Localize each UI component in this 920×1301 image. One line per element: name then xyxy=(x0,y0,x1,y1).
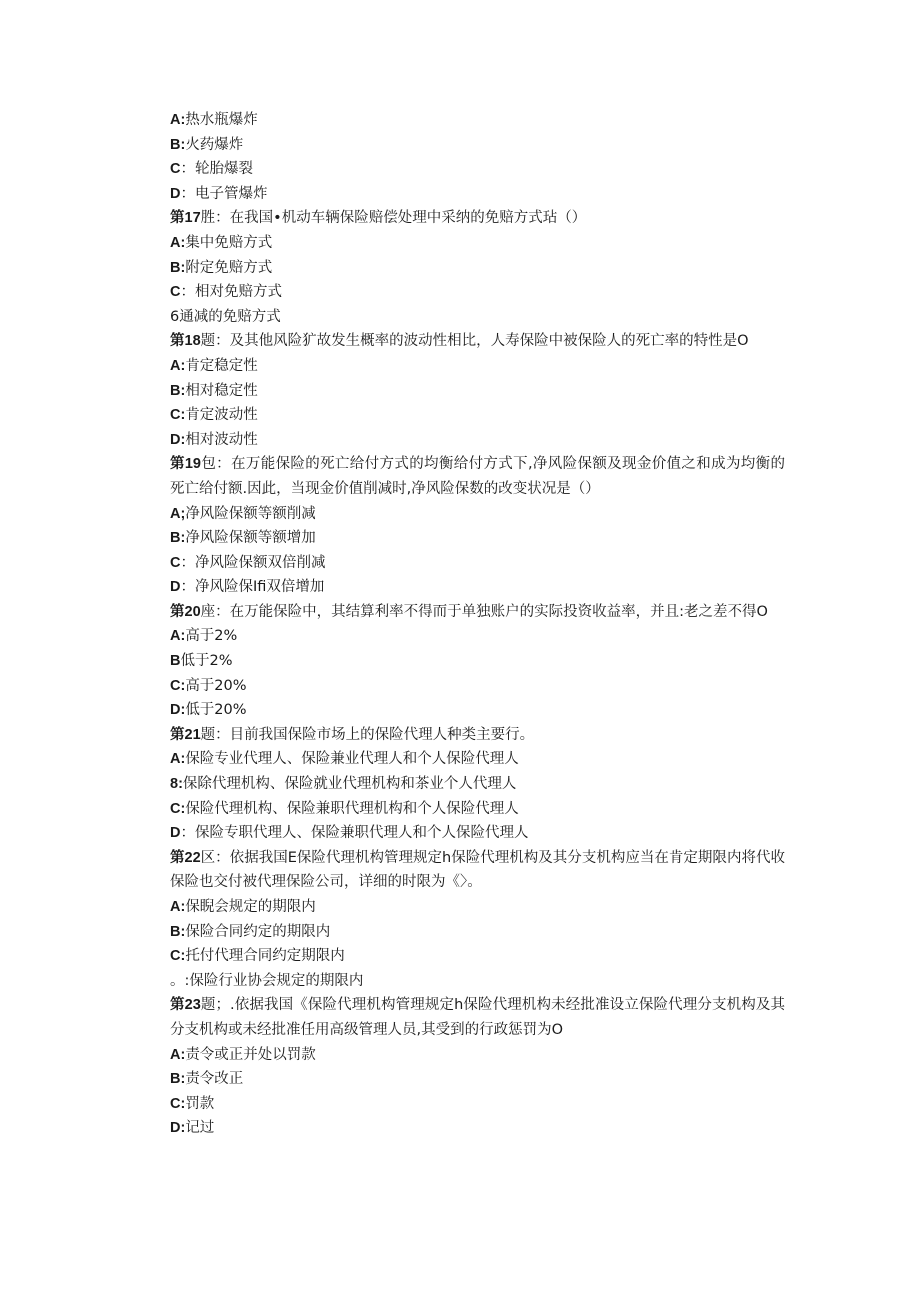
answer-option xyxy=(170,649,785,674)
option-text: 。:保险行业协会规定的期限内 xyxy=(170,972,364,989)
option-letter: C: xyxy=(170,948,186,965)
answer-option xyxy=(170,231,785,256)
option-letter: D: xyxy=(170,1120,186,1137)
question-stem xyxy=(170,846,785,895)
option-text: 保除代理机构、保险就业代理机构和茶业个人代理人 xyxy=(182,776,517,793)
answer-option xyxy=(170,256,785,281)
question-number: 第18 xyxy=(170,333,201,350)
option-text: 高于2% xyxy=(185,628,238,645)
option-text: 肯定稳定性 xyxy=(185,357,258,374)
answer-option xyxy=(170,895,785,920)
answer-option xyxy=(170,428,785,453)
option-text: ：保险专职代理人、保险兼职代理人和个人保险代理人 xyxy=(180,825,529,842)
option-letter: D: xyxy=(170,431,186,448)
option-letter: A: xyxy=(170,899,186,915)
option-letter: B: xyxy=(170,530,186,547)
option-text: 托付代理合同约定期限内 xyxy=(185,948,345,965)
option-letter: A: xyxy=(170,1046,186,1063)
option-letter: B: xyxy=(170,923,186,940)
option-text: 记过 xyxy=(185,1120,215,1137)
option-text: 热水瓶爆炸 xyxy=(185,112,258,128)
option-letter: A: xyxy=(170,628,186,645)
answer-option xyxy=(170,1043,785,1068)
question-stem xyxy=(170,600,785,625)
answer-option xyxy=(170,969,785,994)
answer-option xyxy=(170,575,785,600)
answer-option xyxy=(170,133,785,158)
option-letter: C xyxy=(170,161,181,178)
option-text: 肯定波动性 xyxy=(185,407,258,424)
question-number: 第23 xyxy=(170,997,201,1014)
answer-option xyxy=(170,551,785,576)
answer-option xyxy=(170,403,785,428)
option-text: 保睨会规定的期限内 xyxy=(185,899,316,915)
answer-option xyxy=(170,674,785,699)
question-text: 题；.依据我国《保险代理机构管理规定h保险代理机构未经批准设立保险代理分支机构及其分支机构或未经批准任用高级管理人员,其受到的行政惩罚为O xyxy=(170,997,786,1038)
option-text: 保险专业代理人、保险兼业代理人和个人保险代理人 xyxy=(185,751,519,768)
option-letter: A: xyxy=(170,357,186,374)
answer-option xyxy=(170,772,785,797)
option-text: ：净风险保额双倍削减 xyxy=(180,554,326,571)
question-stem xyxy=(170,206,785,231)
option-text: 责令或正并处以罚款 xyxy=(185,1046,316,1063)
option-letter: C: xyxy=(170,800,186,817)
question-number: 第17 xyxy=(170,210,201,227)
option-text: 罚款 xyxy=(185,1095,215,1112)
answer-option xyxy=(170,797,785,822)
option-text: 集中免赔方式 xyxy=(185,234,273,251)
option-text: 火药爆炸 xyxy=(185,136,244,153)
option-letter: D xyxy=(170,825,181,842)
answer-option xyxy=(170,502,785,527)
answer-option xyxy=(170,747,785,772)
option-text: ：电子管爆炸 xyxy=(180,185,268,202)
option-letter: A; xyxy=(170,505,186,522)
question-stem xyxy=(170,452,785,501)
exam-questions xyxy=(170,108,785,1141)
question-number: 第21 xyxy=(170,726,201,743)
question-text: 区：依据我国E保险代理机构管理规定h保险代理机构及其分支机构应当在肯定期限内将代收保险也交付被代理保险公司，详细的时限为《〉。 xyxy=(170,849,785,891)
option-text: 低于20% xyxy=(185,702,247,719)
answer-option xyxy=(170,379,785,404)
option-letter: A: xyxy=(170,751,186,768)
option-text: 6通减的免赔方式 xyxy=(170,308,281,325)
option-letter: A: xyxy=(170,234,186,251)
answer-option xyxy=(170,1067,785,1092)
option-letter: D xyxy=(170,579,181,596)
option-text: 相对波动性 xyxy=(185,431,258,448)
question-number: 第19 xyxy=(170,456,201,473)
answer-option xyxy=(170,920,785,945)
question-text: 题：目前我国保险市场上的保险代理人种类主要行。 xyxy=(200,726,535,743)
answer-option xyxy=(170,182,785,207)
option-letter: C: xyxy=(170,1095,186,1112)
option-letter: 8: xyxy=(170,776,183,793)
option-letter: B xyxy=(170,653,181,670)
option-letter: A: xyxy=(170,112,186,128)
option-text: 高于20% xyxy=(185,677,247,694)
question-stem xyxy=(170,329,785,354)
question-text: 座：在万能保险中，其结算利率不得而于单独账户的实际投资收益率，并且:老之差不得O xyxy=(200,603,768,620)
answer-option xyxy=(170,1092,785,1117)
option-letter: D xyxy=(170,185,181,202)
question-stem xyxy=(170,993,785,1042)
option-text: ：净风险保Ifi双倍增加 xyxy=(180,579,325,596)
question-number: 第22 xyxy=(170,849,201,866)
option-text: ：相对免赔方式 xyxy=(180,284,282,301)
option-text: 附定免赔方式 xyxy=(185,259,273,276)
question-stem xyxy=(170,723,785,748)
option-text: 保险代理机构、保险兼职代理机构和个人保险代理人 xyxy=(185,800,519,817)
option-letter: B: xyxy=(170,259,186,276)
answer-option xyxy=(170,280,785,305)
option-text: 净风险保额等额增加 xyxy=(185,530,316,547)
question-text: 题：及其他风险犷故发生概率的波动性相比，人寿保险中被保险人的死亡率的特性是O xyxy=(200,333,749,350)
question-number: 第20 xyxy=(170,603,201,620)
option-text: 保险合同约定的期限内 xyxy=(185,923,331,940)
option-letter: C xyxy=(170,284,181,301)
option-text: 低于2% xyxy=(180,653,233,670)
answer-option xyxy=(170,305,785,330)
answer-option xyxy=(170,1116,785,1141)
option-text: 净风险保额等额削减 xyxy=(185,505,316,522)
option-letter: C xyxy=(170,554,181,571)
option-letter: D: xyxy=(170,702,186,719)
option-letter: C: xyxy=(170,677,186,694)
answer-option xyxy=(170,354,785,379)
answer-option xyxy=(170,624,785,649)
option-text: 相对稳定性 xyxy=(185,382,258,399)
option-text: ：轮胎爆裂 xyxy=(180,161,253,178)
option-letter: B: xyxy=(170,382,186,399)
question-text: 胜：在我国•机动车辆保险赔偿处理中采纳的免赔方式玷（） xyxy=(200,210,587,227)
option-letter: C: xyxy=(170,407,186,424)
option-text: 责令改正 xyxy=(185,1071,244,1088)
answer-option xyxy=(170,821,785,846)
answer-option xyxy=(170,944,785,969)
answer-option xyxy=(170,157,785,182)
option-letter: B: xyxy=(170,1071,186,1088)
answer-option xyxy=(170,526,785,551)
answer-option xyxy=(170,698,785,723)
answer-option xyxy=(170,108,785,133)
question-text: 包：在万能保险的死亡给付方式的均衡给付方式下,净风险保额及现金价值之和成为均衡的死亡给付额.因此，当现金价值削减时,净风险保数的改变状况是（） xyxy=(170,456,785,497)
option-letter: B: xyxy=(170,136,186,153)
